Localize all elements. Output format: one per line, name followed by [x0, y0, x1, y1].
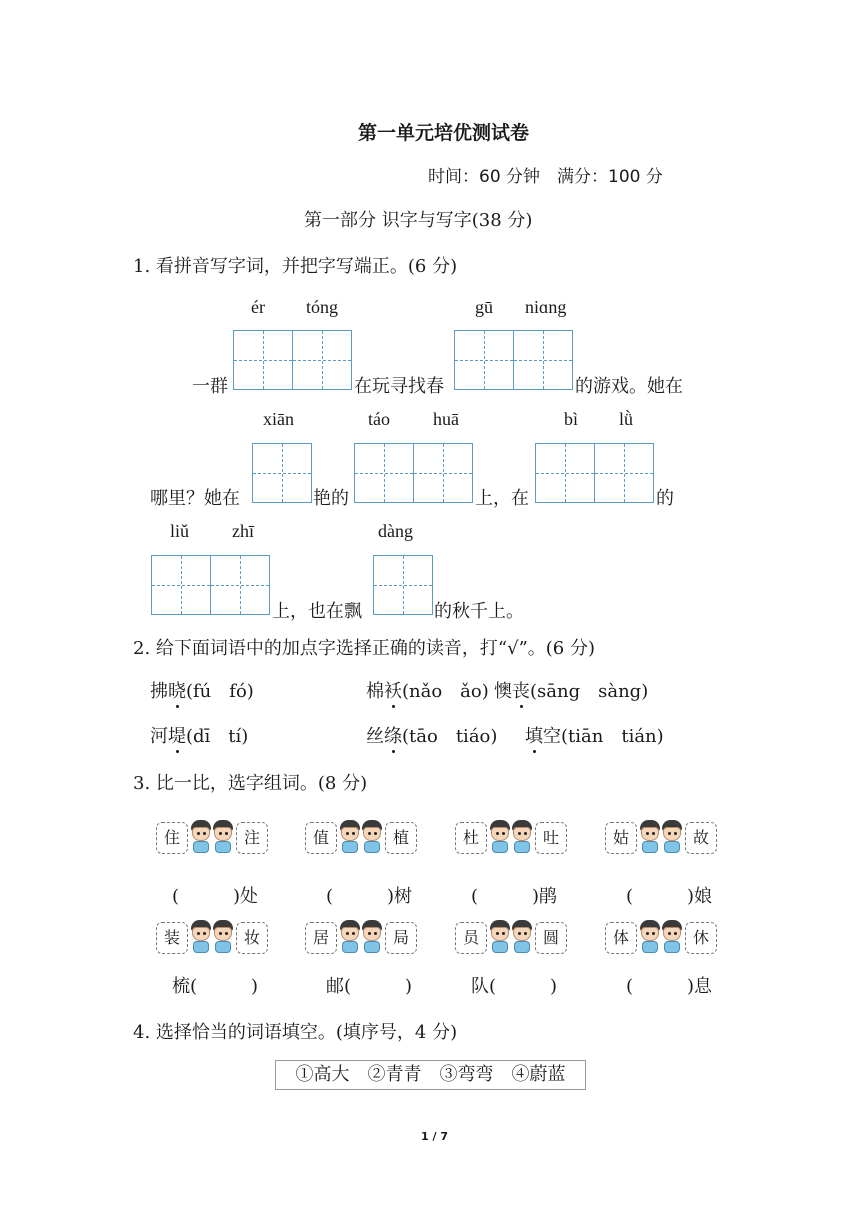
- q2-stem: 2. 给下面词语中的加点字选择正确的读音，打“√”。(6 分): [133, 638, 595, 659]
- dotted-char: 堤: [168, 726, 186, 747]
- writing-cell[interactable]: [413, 443, 473, 503]
- q1-text-6: 上，在: [475, 488, 529, 509]
- q3-stem: 3. 比一比，选字组词。(8 分): [133, 773, 368, 794]
- pinyin-niang: niɑng: [525, 297, 567, 317]
- pinyin-xian: xiān: [263, 409, 294, 429]
- cartoon-kid-icon: [339, 920, 361, 956]
- answer-grid-bilu[interactable]: [535, 443, 652, 503]
- writing-cell[interactable]: [210, 555, 270, 615]
- writing-cell[interactable]: [292, 330, 352, 390]
- pinyin-zhi: zhī: [232, 521, 254, 541]
- fill-blank[interactable]: 梳( ): [172, 976, 259, 997]
- cartoon-kid-icon: [639, 920, 661, 956]
- q4-stem: 4. 选择恰当的词语填空。(填序号，4 分): [133, 1022, 458, 1043]
- writing-cell[interactable]: [151, 555, 211, 615]
- q2-item: 河堤(dī tí): [150, 726, 249, 747]
- q1-text-3: 的游戏。她在: [575, 376, 683, 397]
- cartoon-kid-icon: [661, 820, 683, 856]
- fill-blank[interactable]: 队( ): [471, 976, 558, 997]
- q2-item: 填空(tiān tián): [525, 726, 664, 747]
- q1-text-4: 哪里？她在: [150, 488, 240, 509]
- writing-cell[interactable]: [535, 443, 595, 503]
- cartoon-kid-icon: [339, 820, 361, 856]
- dotted-char: 绦: [384, 726, 402, 747]
- char-left: 住: [156, 822, 188, 854]
- char-compare-pair: [156, 820, 268, 856]
- q1-text-5: 艳的: [313, 488, 349, 509]
- q2-item: 丝绦(tāo tiáo): [366, 726, 498, 747]
- dotted-char: 丧: [512, 681, 530, 702]
- char-left: 体: [605, 922, 637, 954]
- writing-cell[interactable]: [252, 443, 312, 503]
- char-left: 姑: [605, 822, 637, 854]
- answer-grid-xian[interactable]: [252, 443, 311, 503]
- char-right: 吐: [535, 822, 567, 854]
- cartoon-kid-icon: [511, 820, 533, 856]
- cartoon-kid-icon: [212, 820, 234, 856]
- char-left: 装: [156, 922, 188, 954]
- writing-cell[interactable]: [354, 443, 414, 503]
- cartoon-kid-icon: [190, 820, 212, 856]
- page-title: 第一单元培优测试卷: [358, 122, 530, 144]
- dotted-char: 晓: [168, 681, 186, 702]
- char-left: 杜: [455, 822, 487, 854]
- char-compare-pair: [305, 820, 417, 856]
- exam-meta: 时间：60 分钟 满分：100 分: [428, 167, 663, 187]
- char-compare-pair: [455, 820, 567, 856]
- pinyin-lu: lǜ: [619, 409, 634, 429]
- cartoon-kid-icon: [639, 820, 661, 856]
- char-right: 注: [236, 822, 268, 854]
- writing-cell[interactable]: [454, 330, 514, 390]
- part-heading: 第一部分 识字与写字(38 分): [304, 210, 533, 231]
- dotted-char: 袄: [384, 681, 402, 702]
- q2-item: 棉袄(nǎo ǎo): [366, 681, 489, 702]
- pinyin-bi: bì: [564, 409, 579, 429]
- q2-item: 懊丧(sāng sàng): [494, 681, 649, 702]
- cartoon-kid-icon: [212, 920, 234, 956]
- q1-text-1: 一群: [192, 376, 228, 397]
- q2-item: 拂晓(fú fó): [150, 681, 254, 702]
- answer-grid-taohua[interactable]: [354, 443, 471, 503]
- cartoon-kid-icon: [489, 920, 511, 956]
- pinyin-tong: tóng: [306, 297, 339, 317]
- writing-cell[interactable]: [513, 330, 573, 390]
- fill-blank[interactable]: 邮( ): [326, 976, 413, 997]
- char-right: 故: [685, 822, 717, 854]
- word-options-box: ①高大 ②青青 ③弯弯 ④蔚蓝: [275, 1060, 586, 1090]
- fill-blank[interactable]: ( )息: [626, 976, 713, 997]
- writing-cell[interactable]: [594, 443, 654, 503]
- pinyin-tao: táo: [368, 409, 390, 429]
- cartoon-kid-icon: [361, 920, 383, 956]
- char-left: 值: [305, 822, 337, 854]
- q1-text-8: 上，也在飘: [272, 601, 362, 622]
- char-right: 局: [385, 922, 417, 954]
- q1-stem: 1. 看拼音写字词，并把字写端正。(6 分): [133, 256, 458, 277]
- q1-text-2: 在玩寻找春: [354, 376, 444, 397]
- cartoon-kid-icon: [489, 820, 511, 856]
- char-compare-pair: [305, 920, 417, 956]
- page-number: 1 / 7: [421, 1130, 448, 1143]
- char-right: 妆: [236, 922, 268, 954]
- pinyin-hua: huā: [433, 409, 459, 429]
- q1-text-7: 的: [656, 488, 674, 509]
- char-right: 休: [685, 922, 717, 954]
- pinyin-gu: gū: [475, 297, 493, 317]
- fill-blank[interactable]: ( )娘: [626, 886, 713, 907]
- char-left: 居: [305, 922, 337, 954]
- char-left: 员: [455, 922, 487, 954]
- fill-blank[interactable]: ( )处: [172, 886, 259, 907]
- cartoon-kid-icon: [361, 820, 383, 856]
- answer-grid-guniang[interactable]: [454, 330, 571, 390]
- fill-blank[interactable]: ( )鹃: [471, 886, 558, 907]
- pinyin-liu: liǔ: [170, 521, 190, 541]
- answer-grid-dang[interactable]: [373, 555, 432, 615]
- char-compare-pair: [455, 920, 567, 956]
- dotted-char: 填: [525, 726, 543, 747]
- char-right: 植: [385, 822, 417, 854]
- char-compare-pair: [605, 920, 717, 956]
- fill-blank[interactable]: ( )树: [326, 886, 413, 907]
- char-right: 圆: [535, 922, 567, 954]
- cartoon-kid-icon: [190, 920, 212, 956]
- q1-text-9: 的秋千上。: [434, 601, 524, 622]
- answer-grid-ertong[interactable]: [233, 330, 350, 390]
- pinyin-dang: dàng: [378, 521, 413, 541]
- char-compare-pair: [156, 920, 268, 956]
- cartoon-kid-icon: [661, 920, 683, 956]
- writing-cell[interactable]: [233, 330, 293, 390]
- pinyin-er: ér: [251, 297, 265, 317]
- writing-cell[interactable]: [373, 555, 433, 615]
- answer-grid-liuzhi[interactable]: [151, 555, 268, 615]
- cartoon-kid-icon: [511, 920, 533, 956]
- char-compare-pair: [605, 820, 717, 856]
